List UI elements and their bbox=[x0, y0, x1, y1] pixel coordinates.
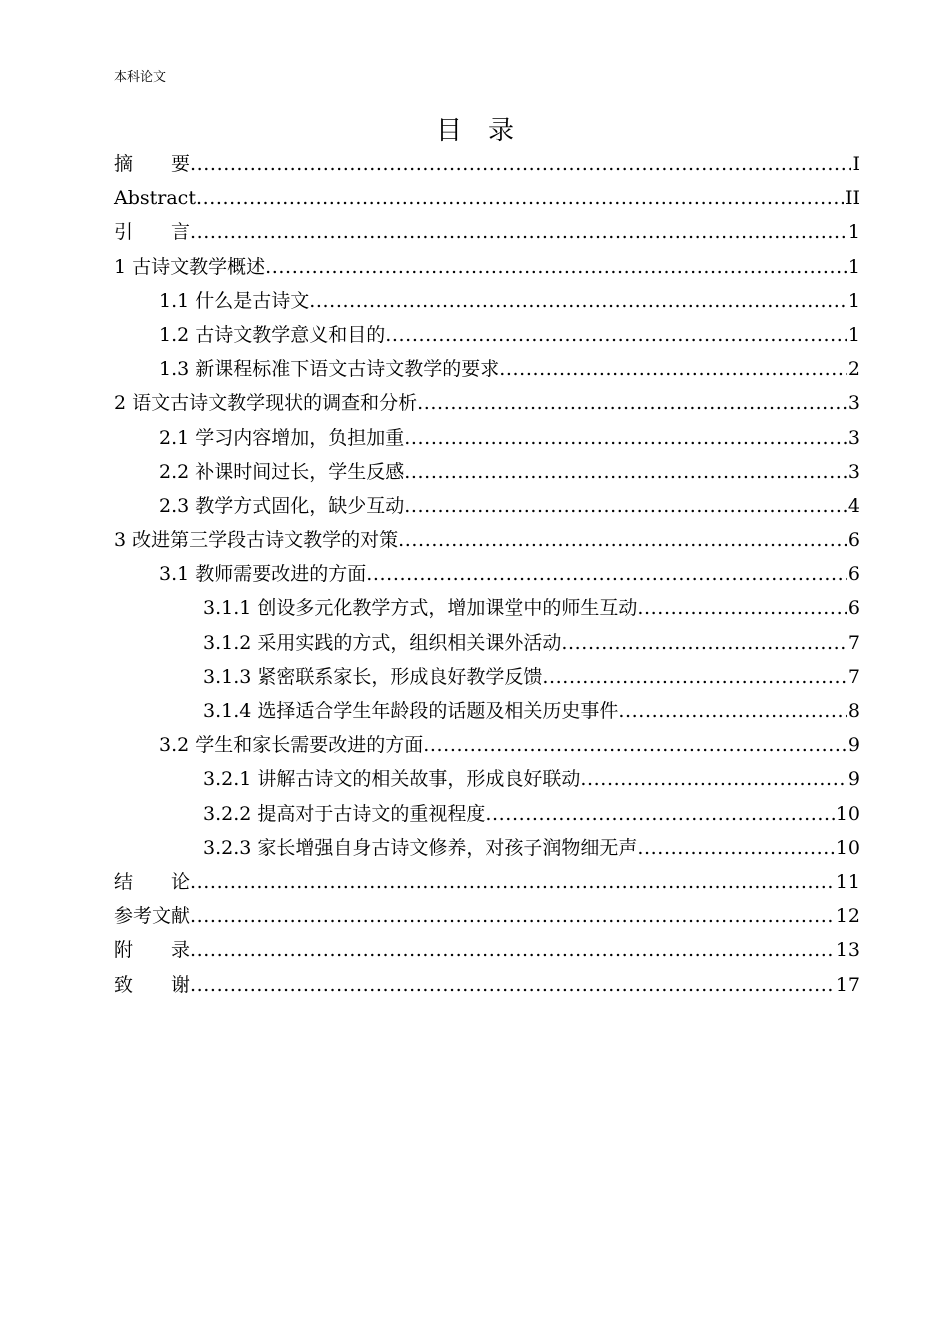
toc-entry-page: 4 bbox=[847, 494, 860, 517]
toc-entry[interactable] bbox=[114, 523, 860, 557]
toc-leader-dots bbox=[542, 660, 847, 694]
toc-entry-page: 10 bbox=[835, 836, 860, 859]
toc-entry[interactable] bbox=[114, 865, 860, 899]
toc-entry-page: 17 bbox=[835, 973, 860, 996]
toc-entry[interactable] bbox=[114, 626, 860, 660]
toc-entry-page: 7 bbox=[847, 665, 860, 688]
toc-entry[interactable] bbox=[114, 968, 860, 1002]
toc-entry[interactable] bbox=[114, 386, 860, 420]
toc-entry-page: 9 bbox=[847, 768, 860, 791]
page-header: 本科论文 bbox=[114, 70, 167, 85]
toc-leader-dots bbox=[618, 694, 847, 728]
toc-entry-page: 2 bbox=[847, 358, 860, 381]
toc-entry-label: 2.2 补课时间过长，学生反感 bbox=[159, 460, 405, 483]
toc-entry[interactable] bbox=[114, 899, 860, 933]
toc-entry[interactable] bbox=[114, 591, 860, 625]
toc-entry[interactable] bbox=[114, 147, 860, 181]
toc-entry-page: 8 bbox=[847, 700, 860, 722]
toc-leader-dots bbox=[190, 933, 835, 967]
toc-leader-dots bbox=[309, 284, 847, 318]
toc-leader-dots bbox=[385, 318, 847, 352]
toc-entry[interactable] bbox=[114, 455, 860, 489]
toc-entry-label: 摘 要 bbox=[114, 153, 191, 175]
toc-entry[interactable] bbox=[114, 489, 860, 523]
toc-entry-label: 1.2 古诗文教学意义和目的 bbox=[159, 323, 386, 346]
toc-entry[interactable] bbox=[114, 831, 860, 865]
toc-entry-label: 1 古诗文教学概述 bbox=[114, 255, 266, 278]
toc-entry-label: Abstract bbox=[114, 187, 196, 210]
toc-entry-page: II bbox=[844, 187, 860, 210]
toc-entry-page: 3 bbox=[847, 460, 860, 483]
toc-entry-label: 3.1.2 采用实践的方式，组织相关课外活动 bbox=[203, 631, 562, 654]
toc-leader-dots bbox=[190, 215, 847, 249]
toc-entry-label: 1.1 什么是古诗文 bbox=[159, 289, 310, 312]
toc-entry-page: I bbox=[852, 153, 860, 175]
toc-entry[interactable] bbox=[114, 797, 860, 831]
toc-entry-label: 3.2.2 提高对于古诗文的重视程度 bbox=[203, 802, 486, 825]
toc-leader-dots bbox=[190, 968, 835, 1002]
toc-leader-dots bbox=[499, 352, 847, 386]
toc-leader-dots bbox=[265, 250, 847, 284]
table-of-contents bbox=[114, 147, 860, 1002]
toc-entry[interactable] bbox=[114, 215, 860, 249]
toc-leader-dots bbox=[637, 591, 847, 625]
toc-leader-dots bbox=[417, 386, 847, 420]
toc-entry-page: 1 bbox=[847, 255, 860, 278]
toc-entry[interactable] bbox=[114, 660, 860, 694]
toc-entry-page: 3 bbox=[847, 392, 860, 415]
toc-entry-label: 2.3 教学方式固化，缺少互动 bbox=[159, 494, 405, 517]
toc-entry[interactable] bbox=[114, 728, 860, 762]
toc-leader-dots bbox=[404, 421, 847, 455]
toc-entry-label: 3.1.4 选择适合学生年龄段的话题及相关历史事件 bbox=[203, 700, 619, 722]
toc-entry-page: 6 bbox=[847, 597, 860, 620]
toc-entry-label: 3.1 教师需要改进的方面 bbox=[159, 563, 367, 586]
toc-entry[interactable] bbox=[114, 557, 860, 591]
toc-entry[interactable] bbox=[114, 421, 860, 455]
toc-entry-page: 13 bbox=[835, 939, 860, 962]
toc-entry-label: 引 言 bbox=[114, 221, 191, 244]
toc-entry-page: 6 bbox=[847, 563, 860, 586]
toc-entry-label: 1.3 新课程标准下语文古诗文教学的要求 bbox=[159, 358, 500, 381]
toc-leader-dots bbox=[423, 728, 847, 762]
toc-entry-page: 7 bbox=[847, 631, 860, 654]
toc-leader-dots bbox=[190, 899, 835, 933]
toc-leader-dots bbox=[485, 797, 834, 831]
toc-entry-page: 9 bbox=[847, 734, 860, 757]
toc-entry-label: 3 改进第三学段古诗文教学的对策 bbox=[114, 529, 399, 552]
toc-entry-page: 11 bbox=[835, 870, 860, 893]
toc-leader-dots bbox=[404, 455, 847, 489]
toc-leader-dots bbox=[580, 762, 847, 796]
toc-entry-label: 3.1.1 创设多元化教学方式，增加课堂中的师生互动 bbox=[203, 597, 638, 620]
toc-entry[interactable] bbox=[114, 318, 860, 352]
toc-entry-label: 3.1.3 紧密联系家长，形成良好教学反馈 bbox=[203, 665, 543, 688]
toc-entry-label: 3.2.3 家长增强自身古诗文修养，对孩子润物细无声 bbox=[203, 836, 638, 859]
toc-entry-label: 附 录 bbox=[114, 939, 191, 962]
toc-leader-dots bbox=[561, 626, 847, 660]
toc-entry-label: 结 论 bbox=[114, 870, 191, 893]
toc-entry[interactable] bbox=[114, 352, 860, 386]
toc-leader-dots bbox=[404, 489, 847, 523]
toc-entry-page: 1 bbox=[847, 221, 860, 244]
toc-leader-dots bbox=[190, 865, 835, 899]
page-title: 目 录 bbox=[435, 116, 514, 146]
toc-entry-page: 6 bbox=[847, 529, 860, 552]
toc-entry-label: 3.2 学生和家长需要改进的方面 bbox=[159, 734, 424, 757]
toc-entry-page: 1 bbox=[847, 323, 860, 346]
toc-entry[interactable] bbox=[114, 250, 860, 284]
toc-leader-dots bbox=[398, 523, 847, 557]
toc-entry-label: 3.2.1 讲解古诗文的相关故事，形成良好联动 bbox=[203, 768, 581, 791]
toc-entry[interactable] bbox=[114, 284, 860, 318]
toc-leader-dots bbox=[637, 831, 834, 865]
toc-entry[interactable] bbox=[114, 933, 860, 967]
toc-entry[interactable] bbox=[114, 762, 860, 796]
toc-entry-label: 2.1 学习内容增加，负担加重 bbox=[159, 426, 405, 449]
toc-entry-page: 12 bbox=[835, 905, 860, 928]
toc-entry-label: 致 谢 bbox=[114, 973, 191, 996]
toc-entry-page: 3 bbox=[847, 426, 860, 449]
toc-entry[interactable] bbox=[114, 694, 860, 728]
toc-entry-page: 10 bbox=[835, 802, 860, 825]
toc-leader-dots bbox=[366, 557, 847, 591]
toc-entry-label: 2 语文古诗文教学现状的调查和分析 bbox=[114, 392, 418, 415]
toc-entry[interactable] bbox=[114, 181, 860, 215]
toc-leader-dots bbox=[190, 147, 851, 181]
toc-leader-dots bbox=[196, 181, 844, 215]
toc-entry-label: 参考文献 bbox=[114, 905, 191, 928]
toc-entry-page: 1 bbox=[847, 289, 860, 312]
